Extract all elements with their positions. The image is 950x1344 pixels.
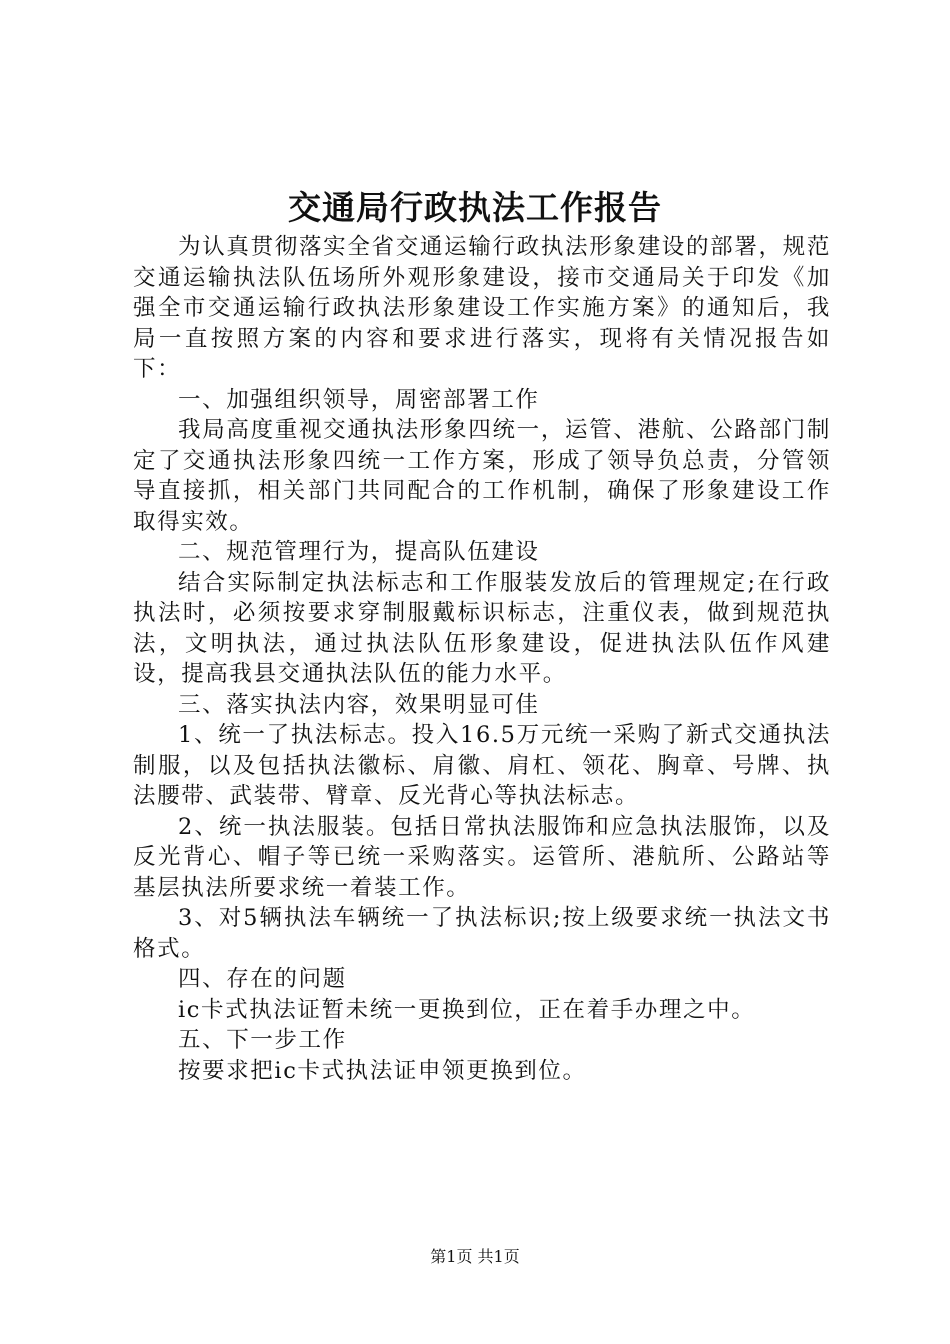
document-title: 交通局行政执法工作报告 xyxy=(288,188,662,227)
section-heading-3: 三、落实执法内容，效果明显可佳 xyxy=(178,691,540,718)
section-5-paragraph: 按要求把ic卡式执法证申领更换到位。 xyxy=(178,1057,587,1084)
section-heading-4: 四、存在的问题 xyxy=(178,966,347,992)
section-3-item-3: 3、对5辆执法车辆统一了执法标识;按上级要求统一执法文书格式。 xyxy=(133,905,831,962)
section-4-paragraph: ic卡式执法证暂未统一更换到位，正在着手办理之中。 xyxy=(178,996,756,1023)
document-body xyxy=(133,232,831,1086)
section-heading-1: 一、加强组织领导，周密部署工作 xyxy=(178,386,540,413)
page-footer: 第1页 共1页 xyxy=(430,1247,520,1266)
section-3-item-1: 1、统一了执法标志。投入16.5万元统一采购了新式交通执法制服，以及包括执法徽标、肩徽、肩杠、领花、胸章、号牌、执法腰带、武装带、臂章、反光背心等执法标志。 xyxy=(133,722,831,809)
section-heading-5: 五、下一步工作 xyxy=(178,1027,347,1053)
intro-paragraph: 为认真贯彻落实全省交通运输行政执法形象建设的部署，规范交通运输执法队伍场所外观形象建设，接市交通局关于印发《加强全市交通运输行政执法形象建设工作实施方案》的通知后，我局一直按照方案的内容和要求进行落实，现将有关情况报告如下： xyxy=(133,234,831,382)
section-2-paragraph: 结合实际制定执法标志和工作服装发放后的管理规定;在行政执法时，必须按要求穿制服戴标识标志，注重仪表，做到规范执法，文明执法，通过执法队伍形象建设，促进执法队伍作风建设，提高我县交通执法队伍的能力水平。 xyxy=(133,569,831,687)
section-3-item-2: 2、统一执法服装。包括日常执法服饰和应急执法服饰，以及反光背心、帽子等已统一采购落实。运管所、港航所、公路站等基层执法所要求统一着装工作。 xyxy=(133,813,831,901)
section-1-paragraph: 我局高度重视交通执法形象四统一，运管、港航、公路部门制定了交通执法形象四统一工作方案，形成了领导负总责，分管领导直接抓，相关部门共同配合的工作机制，确保了形象建设工作取得实效。 xyxy=(133,417,831,535)
section-heading-2: 二、规范管理行为，提高队伍建设 xyxy=(178,539,540,565)
